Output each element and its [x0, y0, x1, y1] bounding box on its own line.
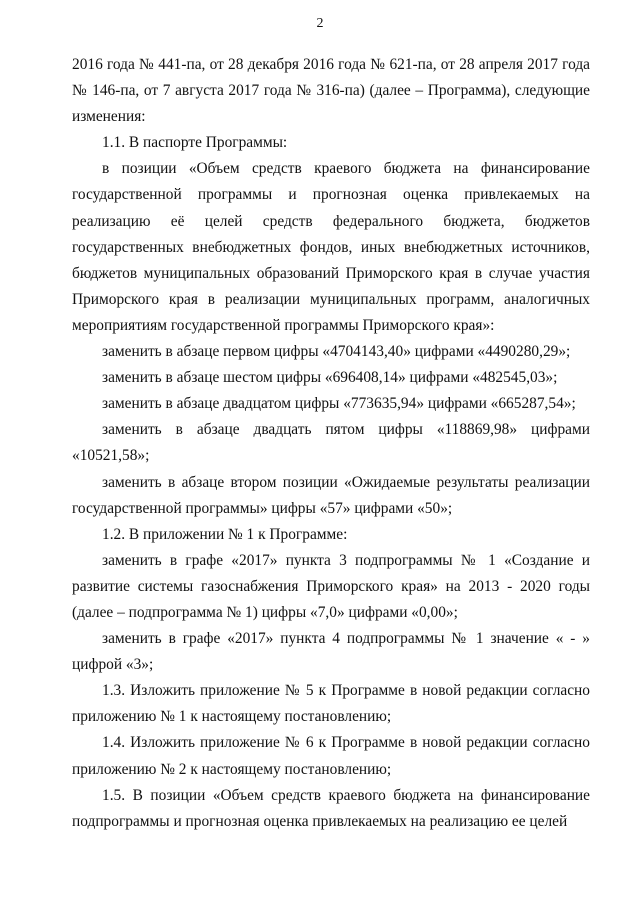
- document-body: [72, 52, 590, 835]
- paragraph-replace-twenty-fifth: заменить в абзаце двадцать пятом цифры «118869,98» цифрами «10521,58»;: [72, 421, 590, 465]
- paragraph-1-1: 1.1. В паспорте Программы:: [102, 134, 288, 152]
- paragraph-continuation: 2016 года № 441-па, от 28 декабря 2016 года № 621-па, от 28 апреля 2017 года № 146-па, от 7 августа 2017 года № 316-па) (далее – Программа), следующие изменения:: [72, 56, 590, 126]
- paragraph-expected-results: заменить в абзаце втором позиции «Ожидаемые результаты реализации государственной программы» цифры «57» цифрами «50»;: [72, 473, 590, 517]
- paragraph-replace-first: заменить в абзаце первом цифры «4704143,40» цифрами «4490280,29»;: [102, 343, 571, 361]
- paragraph-1-3: 1.3. Изложить приложение № 5 к Программе в новой редакции согласно приложению № 1 к настоящему постановлению;: [72, 682, 590, 726]
- page-number: 2: [316, 16, 324, 31]
- paragraph-replace-sixth: заменить в абзаце шестом цифры «696408,14» цифрами «482545,03»;: [102, 369, 558, 387]
- paragraph-1-4: 1.4. Изложить приложение № 6 к Программе в новой редакции согласно приложению № 2 к настоящему постановлению;: [72, 734, 590, 778]
- paragraph-item-3: заменить в графе «2017» пункта 3 подпрограммы № 1 «Создание и развитие системы газоснабжения Приморского края» на 2013 - 2020 годы (далее – подпрограмма № 1) цифры «7,0» цифрами «0,00»;: [72, 551, 590, 621]
- paragraph-1-2: 1.2. В приложении № 1 к Программе:: [102, 525, 348, 543]
- paragraph-1-5: 1.5. В позиции «Объем средств краевого бюджета на финансирование подпрограммы и прогнозная оценка привлекаемых на реализацию ее целей: [72, 786, 590, 830]
- paragraph-replace-twentieth: заменить в абзаце двадцатом цифры «773635,94» цифрами «665287,54»;: [102, 395, 576, 413]
- paragraph-position-budget: в позиции «Объем средств краевого бюджета на финансирование государственной программы и прогнозная оценка привлекаемых на реализацию её целей средств федерального бюджета, бюджетов государственных внебюджетных фондов, иных внебюджетных источников, бюджетов муниципальных образований Приморского края в случае участия Приморского края в реализации муниципальных программ, аналогичных мероприятиям государственной программы Приморского края»:: [72, 160, 590, 334]
- paragraph-item-4: заменить в графе «2017» пункта 4 подпрограммы № 1 значение « - » цифрой «3»;: [72, 630, 590, 674]
